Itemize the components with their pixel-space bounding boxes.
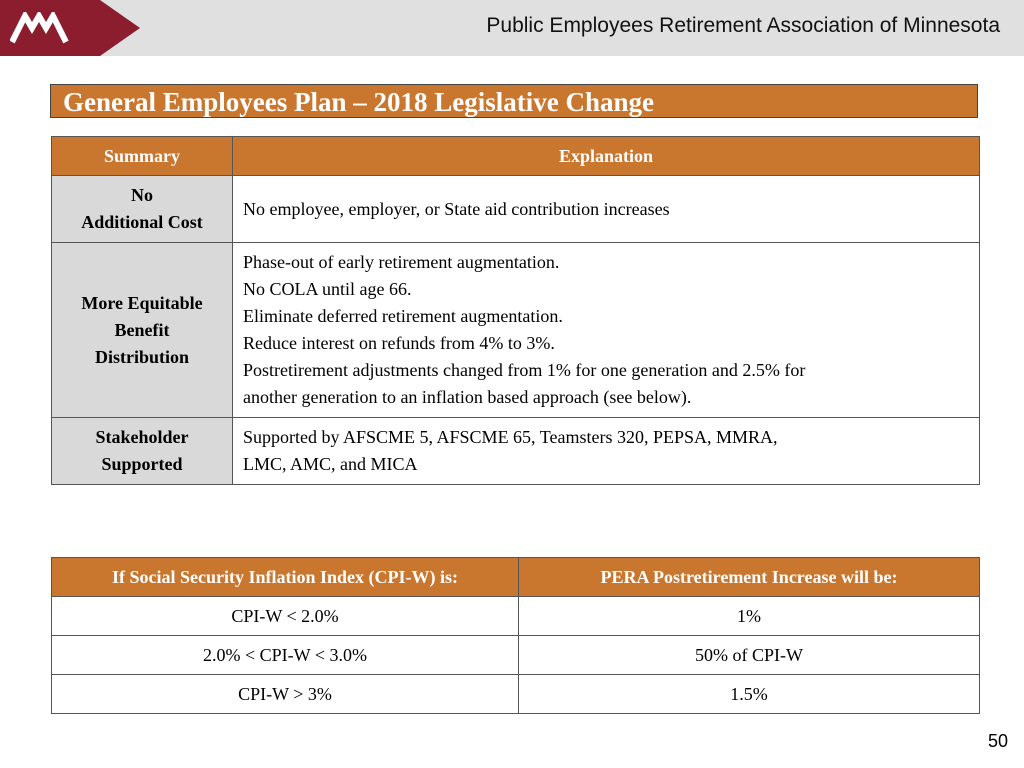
increase-cell: 1.5% bbox=[519, 675, 980, 714]
explanation-line: Supported by AFSCME 5, AFSCME 65, Teamsters 320, PEPSA, MMRA, bbox=[243, 427, 778, 447]
table-row bbox=[52, 597, 980, 636]
explanation-line: LMC, AMC, and MICA bbox=[243, 454, 418, 474]
table-row bbox=[52, 243, 980, 418]
summary-line: Supported bbox=[101, 454, 183, 474]
col-header-explanation: Explanation bbox=[233, 137, 980, 176]
col-header-increase: PERA Postretirement Increase will be: bbox=[519, 558, 980, 597]
cpi-cell: 2.0% < CPI-W < 3.0% bbox=[52, 636, 519, 675]
explanation-line: Eliminate deferred retirement augmentation. bbox=[243, 306, 563, 326]
table-row bbox=[52, 636, 980, 675]
explanation-line: No employee, employer, or State aid contribution increases bbox=[243, 198, 670, 219]
explanation-line: Postretirement adjustments changed from 1% for one generation and 2.5% for bbox=[243, 360, 806, 380]
increase-cell: 1% bbox=[519, 597, 980, 636]
cpi-table-header bbox=[52, 558, 980, 597]
summary-line: Additional Cost bbox=[81, 212, 203, 232]
col-header-cpi: If Social Security Inflation Index (CPI-W) is: bbox=[52, 558, 519, 597]
explanation-cell bbox=[233, 176, 980, 243]
summary-table bbox=[51, 136, 980, 485]
logo-arrow bbox=[100, 0, 140, 56]
summary-line: More Equitable bbox=[81, 292, 203, 313]
summary-line: Stakeholder bbox=[95, 427, 189, 447]
summary-cell bbox=[52, 176, 233, 243]
pera-logo-icon bbox=[10, 12, 70, 44]
cpi-cell: CPI-W < 2.0% bbox=[52, 597, 519, 636]
table-row bbox=[52, 675, 980, 714]
explanation-line: another generation to an inflation based approach (see below). bbox=[243, 387, 692, 407]
summary-line: Benefit bbox=[114, 319, 170, 340]
header-bar bbox=[0, 0, 1024, 56]
col-header-summary: Summary bbox=[52, 137, 233, 176]
explanation-cell bbox=[233, 243, 980, 418]
explanation-cell bbox=[233, 418, 980, 485]
cpi-table bbox=[51, 557, 980, 714]
org-title: Public Employees Retirement Association of Minnesota bbox=[486, 14, 1000, 37]
summary-line: No bbox=[131, 185, 153, 205]
summary-table-header bbox=[52, 137, 980, 176]
slide-title-box bbox=[50, 84, 978, 118]
explanation-line: No COLA until age 66. bbox=[243, 279, 412, 299]
cpi-cell: CPI-W > 3% bbox=[52, 675, 519, 714]
explanation-line: Phase-out of early retirement augmentation. bbox=[243, 252, 560, 272]
table-row bbox=[52, 176, 980, 243]
slide-title: General Employees Plan – 2018 Legislative Change bbox=[63, 87, 654, 117]
page-number: 50 bbox=[987, 731, 1008, 751]
summary-line: Distribution bbox=[94, 346, 190, 367]
summary-cell bbox=[52, 243, 233, 418]
summary-cell bbox=[52, 418, 233, 485]
explanation-line: Reduce interest on refunds from 4% to 3%. bbox=[243, 333, 555, 353]
table-row bbox=[52, 418, 980, 485]
increase-cell: 50% of CPI-W bbox=[519, 636, 980, 675]
